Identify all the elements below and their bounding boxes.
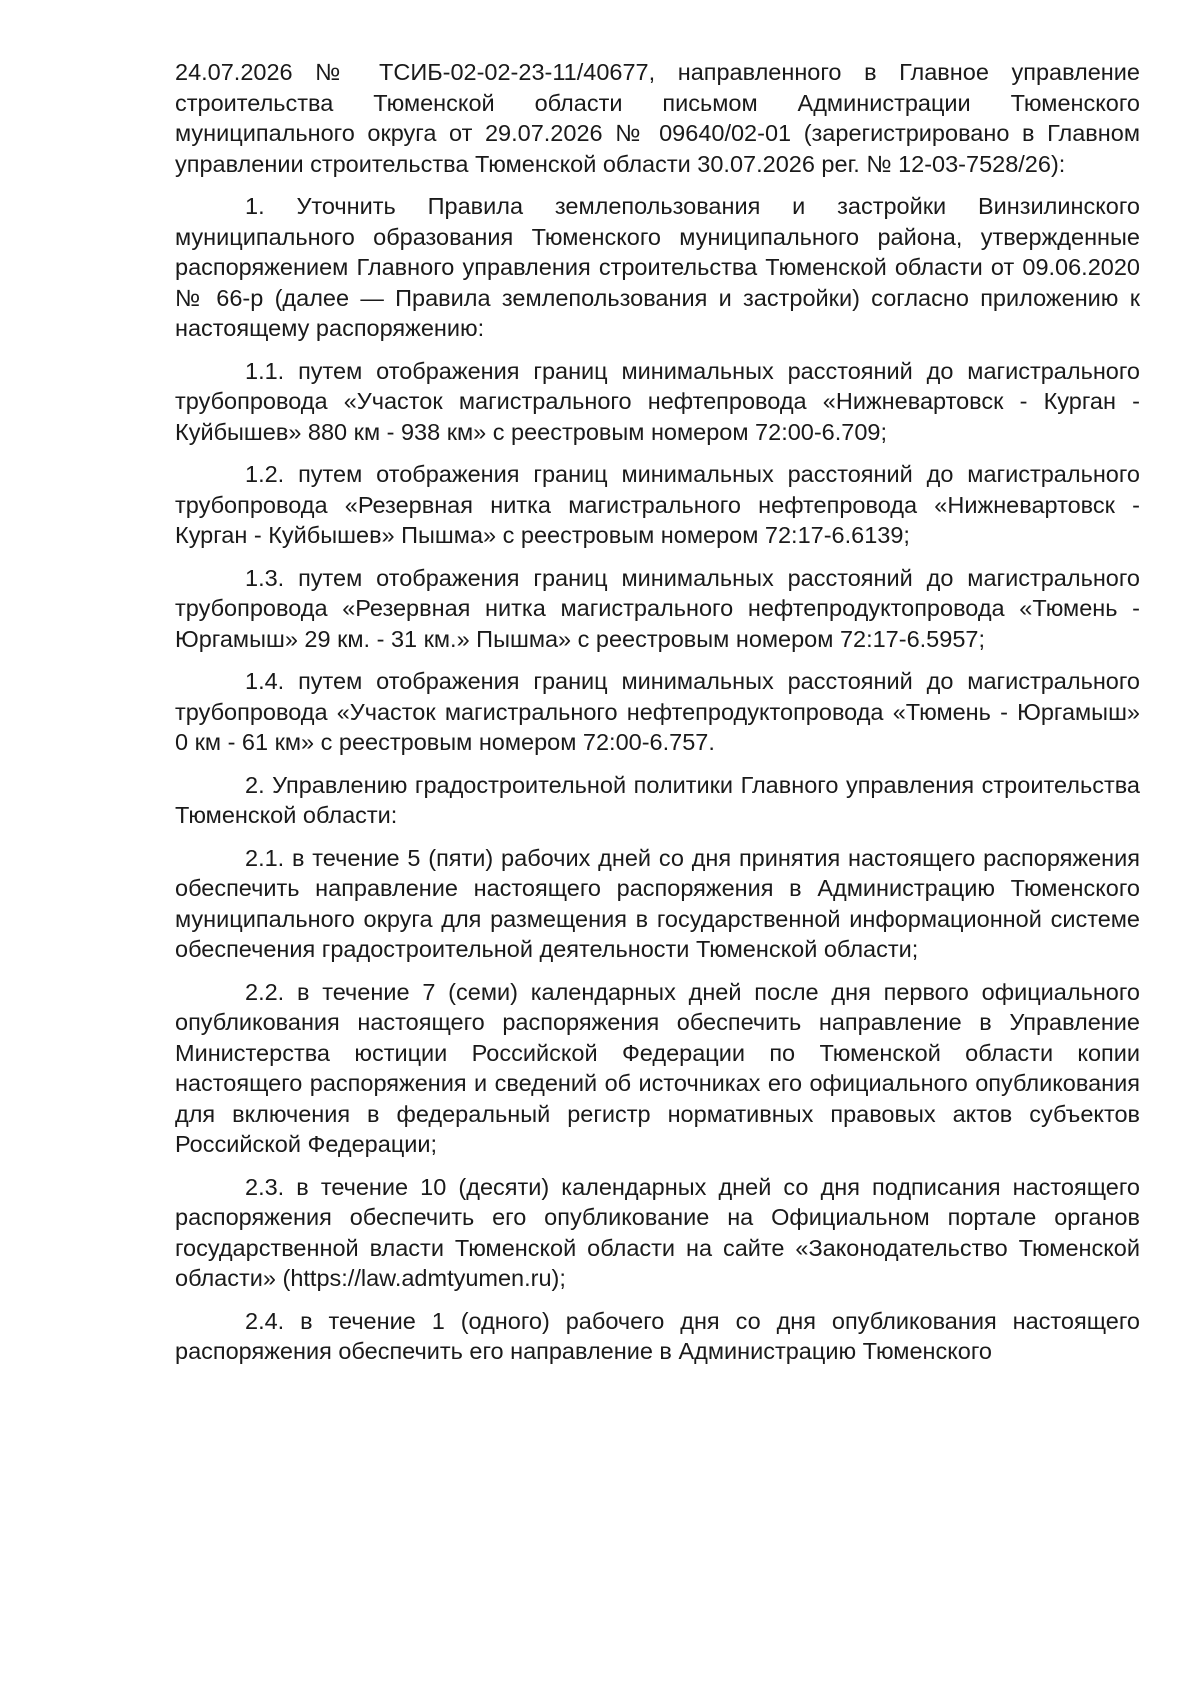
paragraph-item-1-1: 1.1. путем отображения границ минимальных расстояний до магистрального трубопровода «Участок магистрального нефтепровода «Нижневартовск - Курган - Куйбышев» 880 км - 938 км» с реестровым номером 72:00-6.709; bbox=[175, 357, 1140, 445]
paragraph-item-1: 1. Уточнить Правила землепользования и застройки Винзилинского муниципального образования Тюменского муниципального района, утвержденные распоряжением Главного управления строительства Тюменской области от 09.06.2020 № 66-р (далее — Правила землепользования и застройки) согласно приложению к настоящему распоряжению: bbox=[175, 193, 1140, 341]
paragraph-item-1-2: 1.2. путем отображения границ минимальных расстояний до магистрального трубопровода «Резервная нитка магистрального нефтепровода «Нижневартовск - Курган - Куйбышев» Пышма» с реестровым номером 72:17-6.6139; bbox=[175, 461, 1140, 548]
paragraph-item-2-1: 2.1. в течение 5 (пяти) рабочих дней со дня принятия настоящего распоряжения обеспечить направление настоящего распоряжения в Администрацию Тюменского муниципального округа для размещения в государственной информационной системе обеспечения градостроительной деятельности Тюменской области; bbox=[175, 844, 1140, 962]
paragraph-intro: 24.07.2026 № ТСИБ-02-02-23-11/40677, направленного в Главное управление строительства Тюменской области письмом Администрации Тюменского муниципального округа от 29.07.2026 № 09640/02-01 (зарегистрировано в Главном управлении строительства Тюменской области 30.07.2026 рег. № 12-03-7528/26): bbox=[175, 59, 1140, 177]
paragraph-item-2-2: 2.2. в течение 7 (семи) календарных дней после дня первого официального опубликования настоящего распоряжения обеспечить направление в Управление Министерства юстиции Российской Федерации по Тюменской области копии настоящего распоряжения и сведений об источниках его официального опубликования для включения в федеральный регистр нормативных правовых актов субъектов Российской Федерации; bbox=[175, 978, 1140, 1157]
paragraph-item-2-4: 2.4. в течение 1 (одного) рабочего дня со дня опубликования настоящего распоряжения обеспечить его направление в Администрацию Тюменского bbox=[175, 1307, 1140, 1364]
document-body bbox=[175, 57, 1140, 1367]
paragraph-item-1-4: 1.4. путем отображения границ минимальных расстояний до магистрального трубопровода «Участок магистрального нефтепродуктопровода «Тюмень - Юргамыш» 0 км - 61 км» с реестровым номером 72:00-6.757. bbox=[175, 668, 1140, 755]
paragraph-item-2: 2. Управлению градостроительной политики Главного управления строительства Тюменской области: bbox=[175, 771, 1140, 828]
paragraph-item-1-3: 1.3. путем отображения границ минимальных расстояний до магистрального трубопровода «Резервная нитка магистрального нефтепродуктопровода «Тюмень - Юргамыш» 29 км. - 31 км.» Пышма» с реестровым номером 72:17-6.5957; bbox=[175, 564, 1140, 652]
paragraph-item-2-3: 2.3. в течение 10 (десяти) календарных дней со дня подписания настоящего распоряжения обеспечить его опубликование на Официальном портале органов государственной власти Тюменской области на сайте «Законодательство Тюменской области» (https://law.admtyumen.ru); bbox=[175, 1173, 1140, 1291]
